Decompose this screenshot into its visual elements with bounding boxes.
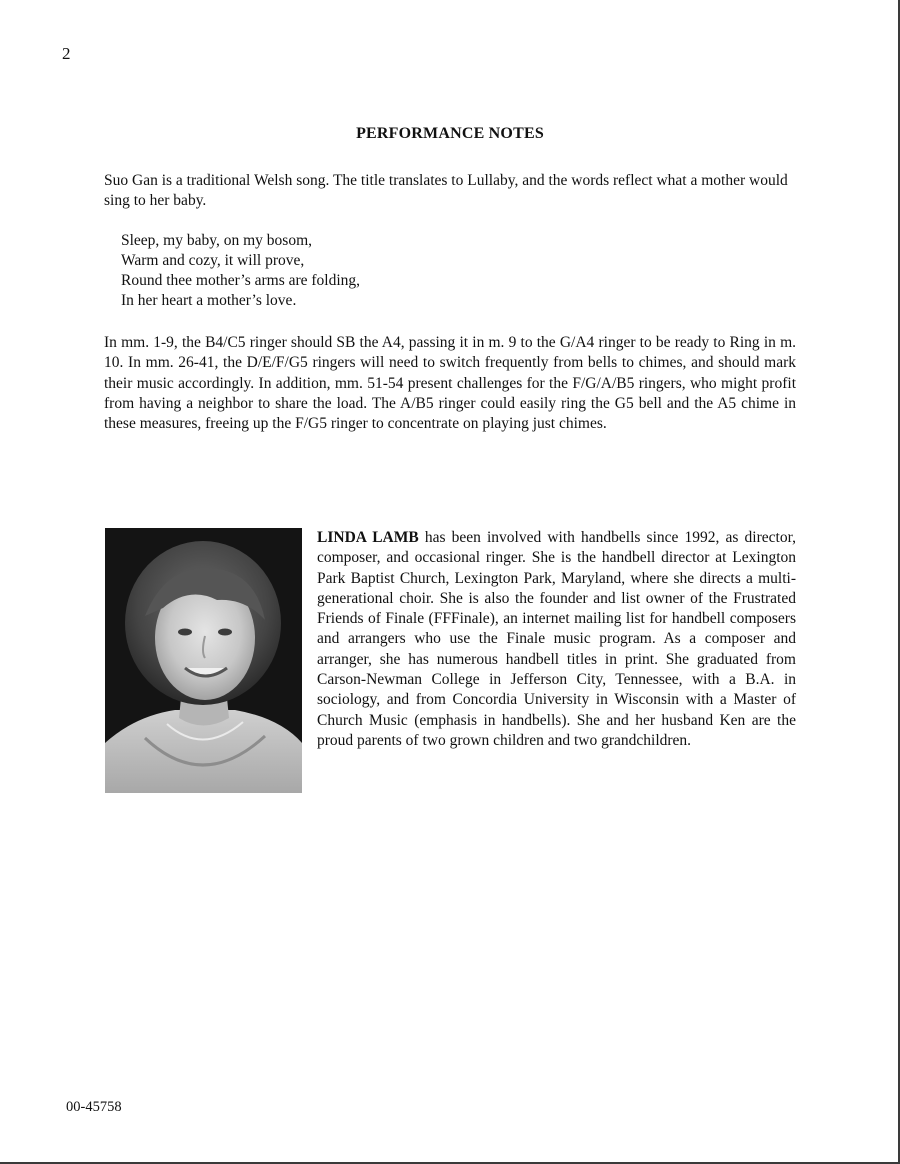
performance-paragraph: In mm. 1-9, the B4/C5 ringer should SB the A4, passing it in m. 9 to the G/A4 ringer to be ready to Ring in m. 10. In mm. 26-41, the D/E/F/G5 ringers will need to switch frequently from bells to chimes, and should mark their music accordingly. In addition, mm. 51-54 present challenges for the F/G/A/B5 ringers, who might profit from having a neighbor to share the load. The A/B5 ringer could easily ring the G5 bell and the A5 chime in these measures, freeing up the F/G5 ringer to concentrate on playing just chimes. [104,334,796,433]
author-name: LINDA LAMB [317,529,419,546]
section-title: PERFORMANCE NOTES [356,125,544,142]
verse-line: In her heart a mother’s love. [121,292,297,309]
intro-paragraph: Suo Gan is a traditional Welsh song. The title translates to Lullaby, and the words reflect what a mother would sing to her baby. [104,172,788,209]
author-photo [105,528,302,793]
author-bio-text: has been involved with handbells since 1992, as director, composer, and occasional ringer. She is the handbell director at Lexington Park Baptist Church, Lexington Park, Maryland, where she directs a multi-generational choir. She is also the founder and list owner of the Frustrated Friends of Finale (FFFinale), an internet mailing list for handbell composers and arrangers who use the Finale music program. As a composer and arranger, she has numerous handbell titles in print. She graduated from Carson-Newman College in Jefferson City, Tennessee, with a B.A. in sociology, and from Concordia University in Wisconsin with a Master of Church Music (emphasis in handbells). She and her husband Ken are the proud parents of two grown children and two grandchildren. [317,529,796,749]
page-number: 2 [62,44,71,63]
verse-line: Sleep, my baby, on my bosom, [121,232,313,249]
catalog-number: 00-45758 [66,1099,122,1115]
verse-line: Warm and cozy, it will prove, [121,252,305,269]
lullaby-verse [121,231,360,311]
author-bio [317,528,796,751]
verse-line: Round thee mother’s arms are folding, [121,272,361,289]
